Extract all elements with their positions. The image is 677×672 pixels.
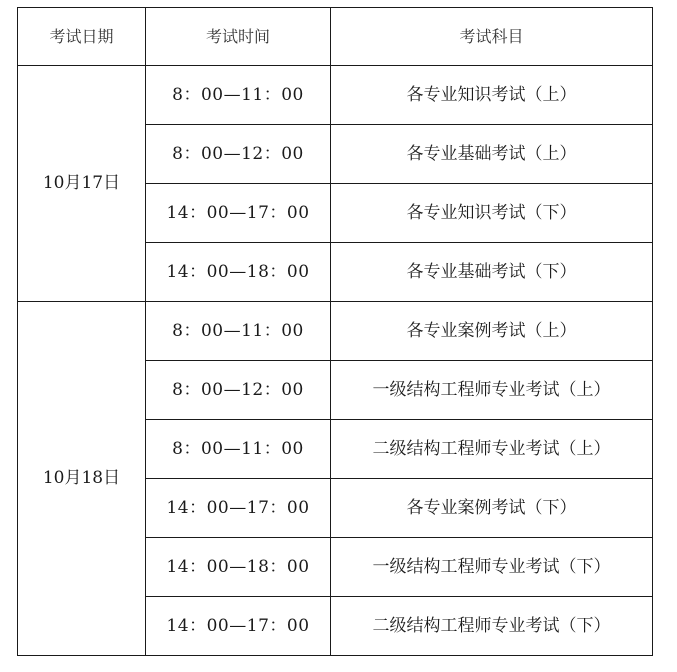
exam-time-cell: 14：00—17：00 (146, 479, 331, 538)
exam-subject-cell: 一级结构工程师专业考试（上） (331, 361, 653, 420)
exam-time-cell: 14：00—18：00 (146, 243, 331, 302)
exam-time-cell: 14：00—17：00 (146, 184, 331, 243)
header-row (18, 8, 653, 66)
exam-subject-cell: 各专业案例考试（下） (331, 479, 653, 538)
exam-subject-cell: 各专业基础考试（上） (331, 125, 653, 184)
exam-time-cell: 8：00—11：00 (146, 420, 331, 479)
exam-time-cell: 14：00—18：00 (146, 538, 331, 597)
exam-subject-cell: 各专业知识考试（上） (331, 66, 653, 125)
exam-time-cell: 8：00—12：00 (146, 125, 331, 184)
header-exam-time: 考试时间 (146, 8, 331, 66)
exam-time-cell: 8：00—11：00 (146, 302, 331, 361)
header-exam-date: 考试日期 (18, 8, 146, 66)
exam-subject-cell: 一级结构工程师专业考试（下） (331, 538, 653, 597)
exam-subject-cell: 各专业案例考试（上） (331, 302, 653, 361)
table-row (18, 66, 653, 125)
exam-subject-cell: 二级结构工程师专业考试（下） (331, 597, 653, 656)
exam-subject-cell: 各专业基础考试（下） (331, 243, 653, 302)
header-exam-subject: 考试科目 (331, 8, 653, 66)
exam-subject-cell: 二级结构工程师专业考试（上） (331, 420, 653, 479)
exam-date-cell: 10月17日 (18, 66, 146, 302)
exam-subject-cell: 各专业知识考试（下） (331, 184, 653, 243)
exam-date-cell: 10月18日 (18, 302, 146, 656)
exam-time-cell: 8：00—11：00 (146, 66, 331, 125)
exam-time-cell: 14：00—17：00 (146, 597, 331, 656)
exam-time-cell: 8：00—12：00 (146, 361, 331, 420)
table-row (18, 302, 653, 361)
exam-schedule-table (17, 7, 653, 656)
